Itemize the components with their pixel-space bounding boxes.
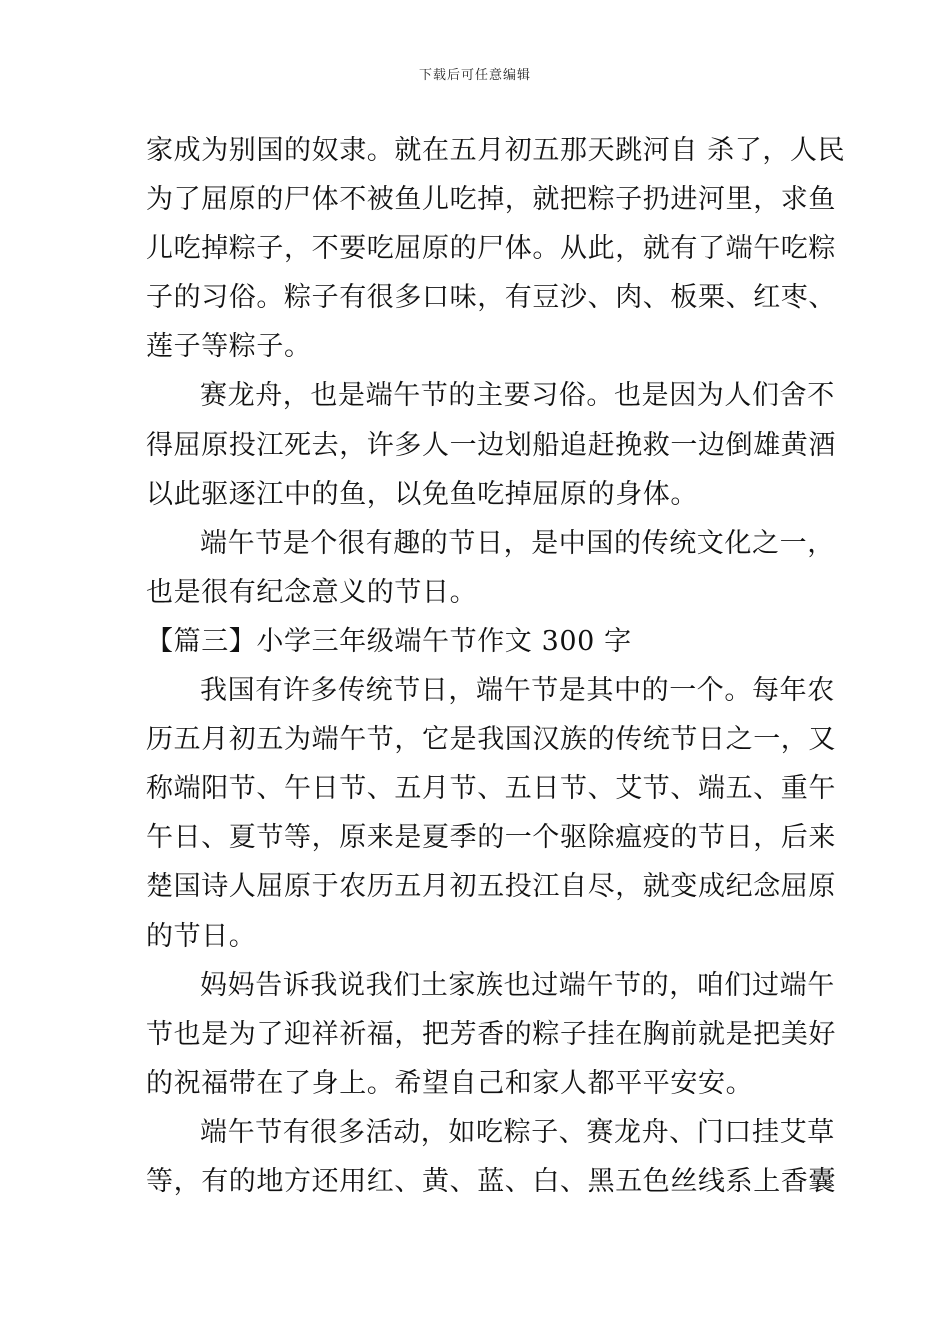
paragraph-first-line: 端午节有很多活动，如吃粽子、赛龙舟、门口挂艾草 [200,1116,835,1148]
text-line: 等，有的地方还用红、黄、蓝、白、黑五色丝线系上香囊 [146,1165,836,1197]
text-line: 为了屈原的尸体不被鱼儿吃掉，就把粽子扔进河里，求鱼 [146,184,836,216]
section-heading: 【篇三】小学三年级端午节作文 300 字 [146,625,632,657]
text-line: 儿吃掉粽子，不要吃屈原的尸体。从此，就有了端午吃粽 [146,233,836,265]
page-header: 下载后可任意编辑 [418,68,531,83]
document-body [146,126,846,1206]
text-line: 以此驱逐江中的鱼，以免鱼吃掉屈原的身体。 [146,478,698,510]
text-line: 历五月初五为端午节，它是我国汉族的传统节日之一，又 [146,724,836,756]
text-line: 得屈原投江死去，许多人一边划船追赶挽救一边倒雄黄酒 [146,429,836,461]
text-line: 节也是为了迎祥祈福，把芳香的粽子挂在胸前就是把美好 [146,1018,836,1050]
paragraph-first-line: 妈妈告诉我说我们土家族也过端午节的，咱们过端午 [200,969,835,1001]
text-line: 子的习俗。粽子有很多口味，有豆沙、肉、板栗、红枣、 [146,282,836,314]
paragraph-first-line: 我国有许多传统节日，端午节是其中的一个。每年农 [200,675,835,707]
text-line: 莲子等粽子。 [146,331,312,363]
text-line: 的节日。 [146,920,257,952]
text-line: 的祝福带在了身上。希望自己和家人都平平安安。 [146,1067,754,1099]
text-line: 也是很有纪念意义的节日。 [146,576,478,608]
text-line: 称端阳节、午日节、五月节、五日节、艾节、端五、重午 [146,773,836,805]
paragraph-first-line: 端午节是个很有趣的节日，是中国的传统文化之一， [200,527,835,559]
text-line: 家成为别国的奴隶。就在五月初五那天跳河自 杀了，人民 [146,135,846,166]
text-line: 楚国诗人屈原于农历五月初五投江自尽，就变成纪念屈原 [146,871,836,903]
paragraph-first-line: 赛龙舟，也是端午节的主要习俗。也是因为人们舍不 [200,380,835,412]
text-line: 午日、夏节等，原来是夏季的一个驱除瘟疫的节日，后来 [146,822,836,854]
